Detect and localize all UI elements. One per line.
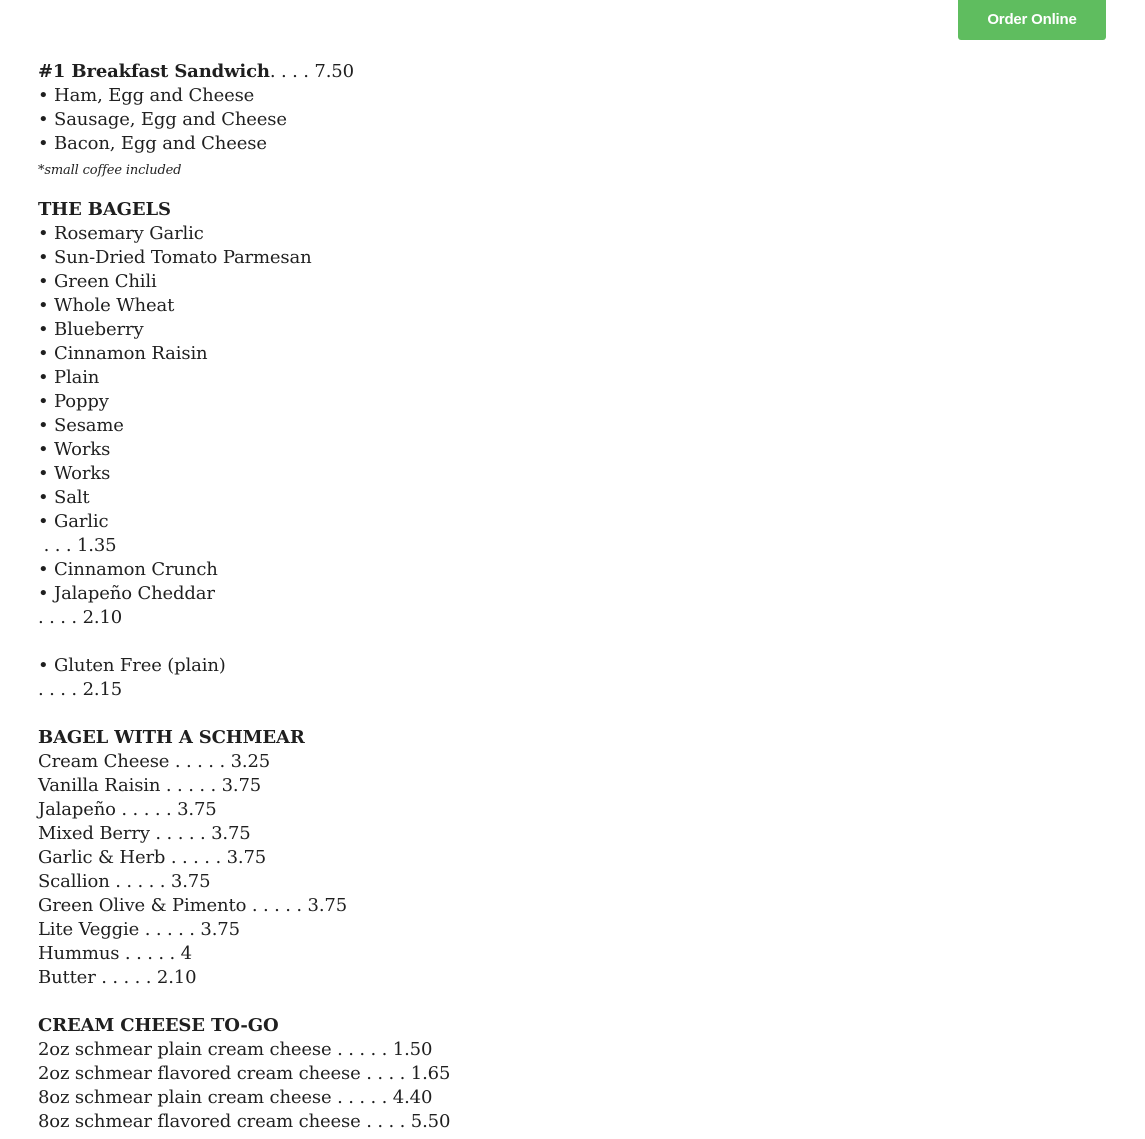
spacer (38, 630, 450, 654)
list-item: • Garlic (38, 511, 109, 532)
breakfast-section (38, 60, 450, 180)
bagels-group2-price: . . . . 2.10 (38, 607, 123, 628)
list-item: 2oz schmear flavored cream cheese . . . . 1.65 (38, 1063, 451, 1084)
list-item: • Sausage, Egg and Cheese (38, 109, 287, 130)
list-item: Butter . . . . . 2.10 (38, 967, 197, 988)
breakfast-heading (38, 60, 450, 84)
schmear-title: BAGEL WITH A SCHMEAR (38, 727, 305, 748)
list-item: • Gluten Free (plain) (38, 655, 226, 676)
bagels-group1-price: . . . 1.35 (38, 535, 117, 556)
list-item: • Cinnamon Crunch (38, 559, 218, 580)
spacer (38, 702, 450, 726)
list-item: • Sun-Dried Tomato Parmesan (38, 247, 312, 268)
list-item: • Plain (38, 367, 100, 388)
list-item: • Cinnamon Raisin (38, 343, 208, 364)
list-item: • Works (38, 463, 111, 484)
list-item: Cream Cheese . . . . . 3.25 (38, 751, 271, 772)
list-item: Hummus . . . . . 4 (38, 943, 192, 964)
list-item: 2oz schmear plain cream cheese . . . . . 1.50 (38, 1039, 433, 1060)
list-item: • Rosemary Garlic (38, 223, 204, 244)
list-item: Scallion . . . . . 3.75 (38, 871, 211, 892)
togo-title: CREAM CHEESE TO-GO (38, 1015, 279, 1036)
spacer (38, 990, 450, 1014)
list-item: • Poppy (38, 391, 109, 412)
menu-content (38, 60, 450, 1134)
list-item: Garlic & Herb . . . . . 3.75 (38, 847, 267, 868)
list-item: • Sesame (38, 415, 124, 436)
list-item: 8oz schmear plain cream cheese . . . . . 4.40 (38, 1087, 433, 1108)
bagels-section (38, 198, 450, 726)
togo-section (38, 1014, 450, 1134)
list-item: • Blueberry (38, 319, 144, 340)
list-item: Green Olive & Pimento . . . . . 3.75 (38, 895, 348, 916)
breakfast-title: #1 Breakfast Sandwich (38, 61, 270, 82)
order-online-button[interactable]: Order Online (958, 0, 1106, 40)
bagels-group3-price: . . . . 2.15 (38, 679, 123, 700)
list-item: • Ham, Egg and Cheese (38, 85, 255, 106)
schmear-section (38, 726, 450, 1014)
list-item: • Whole Wheat (38, 295, 175, 316)
list-item: • Green Chili (38, 271, 157, 292)
list-item: • Bacon, Egg and Cheese (38, 133, 267, 154)
list-item: • Jalapeño Cheddar (38, 583, 215, 604)
bagels-title: THE BAGELS (38, 199, 171, 220)
list-item: • Works (38, 439, 111, 460)
list-item: Jalapeño . . . . . 3.75 (38, 799, 217, 820)
list-item: Vanilla Raisin . . . . . 3.75 (38, 775, 262, 796)
list-item: Mixed Berry . . . . . 3.75 (38, 823, 251, 844)
list-item: • Salt (38, 487, 90, 508)
breakfast-price: . . . . 7.50 (269, 61, 354, 82)
list-item: 8oz schmear flavored cream cheese . . . . 5.50 (38, 1111, 451, 1132)
breakfast-note: *small coffee included (38, 163, 182, 178)
list-item: Lite Veggie . . . . . 3.75 (38, 919, 240, 940)
